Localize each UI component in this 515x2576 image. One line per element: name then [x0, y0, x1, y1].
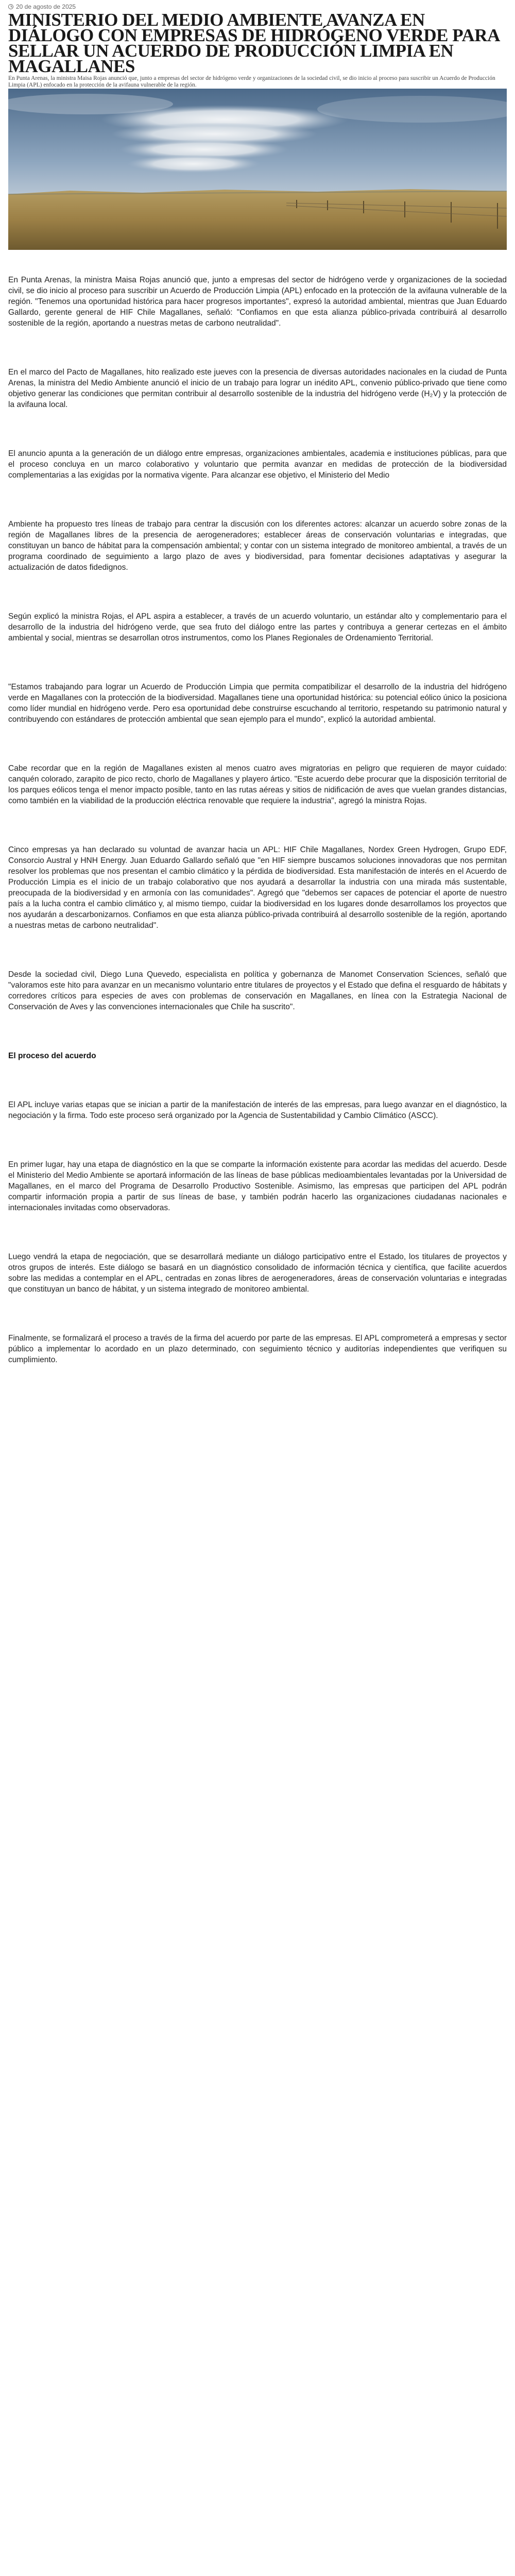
article-title: MINISTERIO DEL MEDIO AMBIENTE AVANZA EN DIÁLOGO CON EMPRESAS DE HIDRÓGENO VERDE PARA SELLAR UN ACUERDO DE PRODUCCIÓN LIMPIA EN MAGALLANES [8, 10, 499, 76]
paragraph: En el marco del Pacto de Magallanes, hito realizado este jueves con la presencia de diversas autoridades nacionales en la ciudad de Punta Arenas, la ministra del Medio Ambiente anunció el inicio de un trabajo para lograr un inédito APL, convenio público-privado que tiene como objetivo generar las condiciones que permitan contribuir al desarrollo sostenible de la industria del hidrógeno verde (H₂V) y la protección de la avifauna local. [8, 368, 507, 409]
section-heading: El proceso del acuerdo [8, 1052, 96, 1060]
paragraph: Cabe recordar que en la región de Magallanes existen al menos cuatro aves migratorias en peligro que requieren de mayor cuidado: canquén colorado, zarapito de pico recto, chorlo de Magallanes y playero ártico. "Este acuerdo debe procurar que la disposición territorial de los parques eólicos tenga el menor impacto posible, tanto en las rutas aéreas y sitios de nidificación de aves que vuelan grandes distancias, como también en la viabilidad de la producción eléctrica renovable que requiere la industria", agregó la ministra Rojas. [8, 764, 507, 805]
paragraph: "Estamos trabajando para lograr un Acuerdo de Producción Limpia que permita compatibilizar el desarrollo de la industria del hidrógeno verde en Magallanes con la protección de la biodiversidad. Magallanes tiene una oportunidad histórica: su potencial eólico único la posiciona como líder mundial en hidrógeno verde. Pero esa oportunidad debe construirse escuchando al territorio, respetando su patrimonio natural y contribuyendo con estándares de protección ambiental que sean ejemplo para el mundo", explicó la autoridad ambiental. [8, 683, 507, 724]
paragraph: En primer lugar, hay una etapa de diagnóstico en la que se comparte la información existente para acordar las medidas del acuerdo. Desde el Ministerio del Medio Ambiente se aportará información de las líneas de base públicas medioambientales levantadas por la Universidad de Magallanes, en el marco del Programa de Desarrollo Productivo Sostenible. Asimismo, las empresas que participen del APL podrán compartir información propia a partir de sus líneas de base, y también podrán hacerlo las organizaciones ciudadanas nacionales e internacionales invitadas como observadoras. [8, 1160, 507, 1212]
paragraph: Luego vendrá la etapa de negociación, que se desarrollará mediante un diálogo participativo entre el Estado, los titulares de proyectos y otros grupos de interés. Este diálogo se basará en un diagnóstico consolidado de información técnica y científica, que facilite acuerdos sobre las medidas a contemplar en el APL, centradas en zonas libres de aerogeneradores, áreas de conservación voluntarias e integradas que constituyan un banco de hábitat, y un sistema integrado de monitoreo ambiental. [8, 1252, 507, 1294]
paragraph: El APL incluye varias etapas que se inician a partir de la manifestación de interés de las empresas, para luego avanzar en el diagnóstico, la negociación y la firma. Todo este proceso será organizado por la Agencia de Sustentabilidad y Cambio Climático (ASCC). [8, 1100, 507, 1120]
article-body [8, 275, 507, 1365]
article-lede: En Punta Arenas, la ministra Maisa Rojas anunció que, junto a empresas del sector de hidrógeno verde y organizaciones de la sociedad civil, se dio inicio al proceso para suscribir un Acuerdo de Producción Limpia (APL) enfocado en la protección de la avifauna vulnerable de la región. [8, 75, 495, 88]
paragraph: Ambiente ha propuesto tres líneas de trabajo para centrar la discusión con los diferentes actores: alcanzar un acuerdo sobre zonas de la región de Magallanes libres de la presencia de aerogeneradores; establecer áreas de conservación voluntarias e integradas, que constituyan un banco de hábitat para la compensación ambiental; y contar con un sistema integrado de monitoreo ambiental, a través de un programa coordinado de seguimiento a largo plazo de aves y biodiversidad, para fomentar decisiones adaptativas y asegurar la actualización de datos fidedignos. [8, 520, 507, 572]
article-date: 20 de agosto de 2025 [16, 3, 76, 10]
paragraph: Finalmente, se formalizará el proceso a través de la firma del acuerdo por parte de las empresas. El APL comprometerá a empresas y sector público a implementar lo acordado en un plazo determinado, con seguimiento técnico y auditorías independientes que verifiquen su cumplimiento. [8, 1334, 507, 1364]
patagonia-landscape-illustration [8, 89, 507, 250]
paragraph: El anuncio apunta a la generación de un diálogo entre empresas, organizaciones ambientales, academia e instituciones públicas, para que el proceso concluya en un marco colaborativo y voluntario que permita avanzar en medidas de protección de la biodiversidad complementarias a las exigidas por la normativa vigente. Para alcanzar ese objetivo, el Ministerio del Medio [8, 449, 507, 480]
paragraph: Según explicó la ministra Rojas, el APL aspira a establecer, a través de un acuerdo voluntario, un estándar alto y complementario para el desarrollo de la industria del hidrógeno verde, que sea fruto del diálogo entre las partes y contribuya a generar certezas en el ámbito ambiental y social, mientras se desarrollan otros instrumentos, como los Planes Regionales de Ordenamiento Territorial. [8, 612, 507, 642]
paragraph: Desde la sociedad civil, Diego Luna Quevedo, especialista en política y gobernanza de Manomet Conservation Sciences, señaló que "valoramos este hito para avanzar en un mecanismo voluntario entre titulares de proyectos y el Estado que defina el resguardo de hábitats y corredores críticos para especies de aves con problemas de conservación en Magallanes, en línea con la Estrategia Nacional de Conservación de Aves y las convenciones internacionales que Chile ha suscrito". [8, 970, 507, 1011]
paragraph: Cinco empresas ya han declarado su voluntad de avanzar hacia un APL: HIF Chile Magallanes, Nordex Green Hydrogen, Grupo EDF, Consorcio Austral y HNH Energy. Juan Eduardo Gallardo señaló que "en HIF siempre buscamos soluciones innovadoras que nos permitan resolver los problemas que nos presentan el cambio climático y la pérdida de biodiversidad. Esta manifestación de interés en el Acuerdo de Producción Limpia es el inicio de un trabajo colaborativo que nos ayudará a desarrollar la industria con una mirada más sustentable, preocupada de la biodiversidad y en armonía con las comunidades". Agregó que "debemos ser capaces de potenciar el aporte de nuestro país a la lucha contra el cambio climático y, al mismo tiempo, cuidar la biodiversidad en los lugares donde desarrollamos los proyectos que nos ayudarán a descarbonizarnos. Confiamos en que esta alianza público-privada contribuirá al desarrollo sostenible de la región, aportando a nuestras metas de carbono neutralidad". [8, 845, 507, 930]
hero-image [8, 89, 507, 250]
paragraph: En Punta Arenas, la ministra Maisa Rojas anunció que, junto a empresas del sector de hidrógeno verde y organizaciones de la sociedad civil, se dio inicio al proceso para suscribir un Acuerdo de Producción Limpia (APL) enfocado en la protección de la avifauna vulnerable de la región. "Tenemos una oportunidad histórica para hacer progresos importantes", expresó la autoridad ambiental, mientras que Juan Eduardo Gallardo, gerente general de HIF Chile Magallanes, señaló: "Confiamos en que esta alianza público-privada contribuirá al desarrollo sostenible de la región, aportando a nuestras metas de carbono neutralidad". [8, 276, 507, 328]
clock-icon [8, 4, 13, 9]
article-dateline [8, 3, 76, 10]
